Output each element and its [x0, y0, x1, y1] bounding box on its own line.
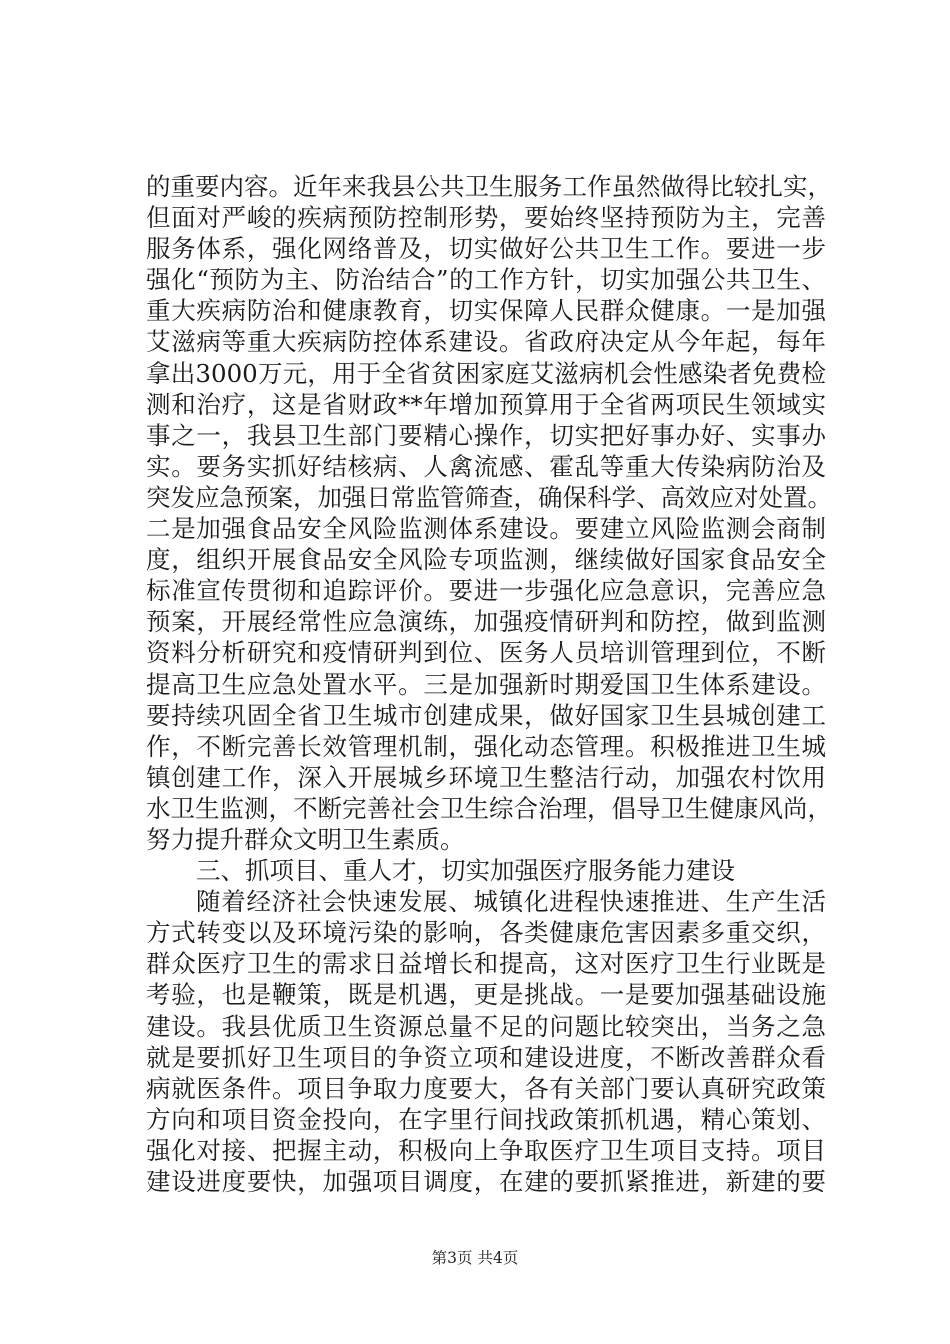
text-line: 标准宣传贯彻和追踪评价。要进一步强化应急意识，完善应急: [146, 576, 826, 606]
page-number-label: 第3页 共4页: [431, 1249, 519, 1267]
text-line: 拿出3000万元，用于全省贫困家庭艾滋病机会性感染者免费检: [146, 358, 826, 388]
text-line: 方向和项目资金投向，在字里行间找政策抓机遇，精心策划、: [146, 1104, 826, 1134]
text-line: 强化“预防为主、防治结合”的工作方针，切实加强公共卫生、: [146, 265, 826, 295]
text-line: 但面对严峻的疾病预防控制形势，要始终坚持预防为主，完善: [146, 203, 826, 233]
text-line: 群众医疗卫生的需求日益增长和提高，这对医疗卫生行业既是: [146, 949, 826, 979]
text-line: 建设进度要快，加强项目调度，在建的要抓紧推进，新建的要: [146, 1167, 826, 1196]
text-line: 测和治疗，这是省财政**年增加预算用于全省两项民生领域实: [146, 389, 826, 419]
text-line: 水卫生监测，不断完善社会卫生综合治理，倡导卫生健康风尚，: [146, 793, 832, 823]
text-line: 艾滋病等重大疾病防控体系建设。省政府决定从今年起，每年: [146, 327, 826, 357]
text-line: 方式转变以及环境污染的影响，各类健康危害因素多重交织，: [146, 918, 826, 948]
text-line: 考验，也是鞭策，既是机遇，更是挑战。一是要加强基础设施: [146, 980, 826, 1010]
text-line: 服务体系，强化网络普及，切实做好公共卫生工作。要进一步: [146, 234, 826, 264]
text-line: 努力提升群众文明卫生素质。: [146, 824, 465, 854]
text-line: 二是加强食品安全风险监测体系建设。要建立风险监测会商制: [146, 514, 826, 544]
text-line: 资料分析研究和疫情研判到位、医务人员培训管理到位，不断: [146, 638, 826, 668]
text-line: 的重要内容。近年来我县公共卫生服务工作虽然做得比较扎实，: [146, 172, 832, 201]
text-line: 突发应急预案，加强日常监管筛查，确保科学、高效应对处置。: [146, 482, 832, 512]
text-line: 作，不断完善长效管理机制，强化动态管理。积极推进卫生城: [146, 731, 826, 761]
text-line: 建设。我县优质卫生资源总量不足的问题比较突出，当务之急: [146, 1011, 826, 1041]
text-line: 提高卫生应急处置水平。三是加强新时期爱国卫生体系建设。: [146, 669, 826, 699]
text-line: 重大疾病防治和健康教育，切实保障人民群众健康。一是加强: [146, 296, 826, 326]
text-line: 就是要抓好卫生项目的争资立项和建设进度，不断改善群众看: [146, 1042, 826, 1072]
text-line: 病就医条件。项目争取力度要大，各有关部门要认真研究政策: [146, 1073, 826, 1103]
text-line: 预案，开展经常性应急演练，加强疫情研判和防控，做到监测: [146, 607, 826, 637]
text-line: 随着经济社会快速发展、城镇化进程快速推进、生产生活: [196, 887, 826, 917]
text-line: 强化对接、把握主动，积极向上争取医疗卫生项目支持。项目: [146, 1135, 826, 1165]
page-footer: [0, 1246, 950, 1268]
text-line: 事之一，我县卫生部门要精心操作，切实把好事办好、实事办: [146, 420, 826, 450]
text-line: 度，组织开展食品安全风险专项监测，继续做好国家食品安全: [146, 545, 826, 575]
text-line: 镇创建工作，深入开展城乡环境卫生整洁行动，加强农村饮用: [146, 762, 826, 792]
body-text: [146, 171, 832, 1197]
text-line: 要持续巩固全省卫生城市创建成果，做好国家卫生县城创建工: [146, 700, 826, 730]
section-heading: 三、抓项目、重人才，切实加强医疗服务能力建设: [196, 856, 735, 886]
text-line: 实。要务实抓好结核病、人禽流感、霍乱等重大传染病防治及: [146, 451, 826, 481]
